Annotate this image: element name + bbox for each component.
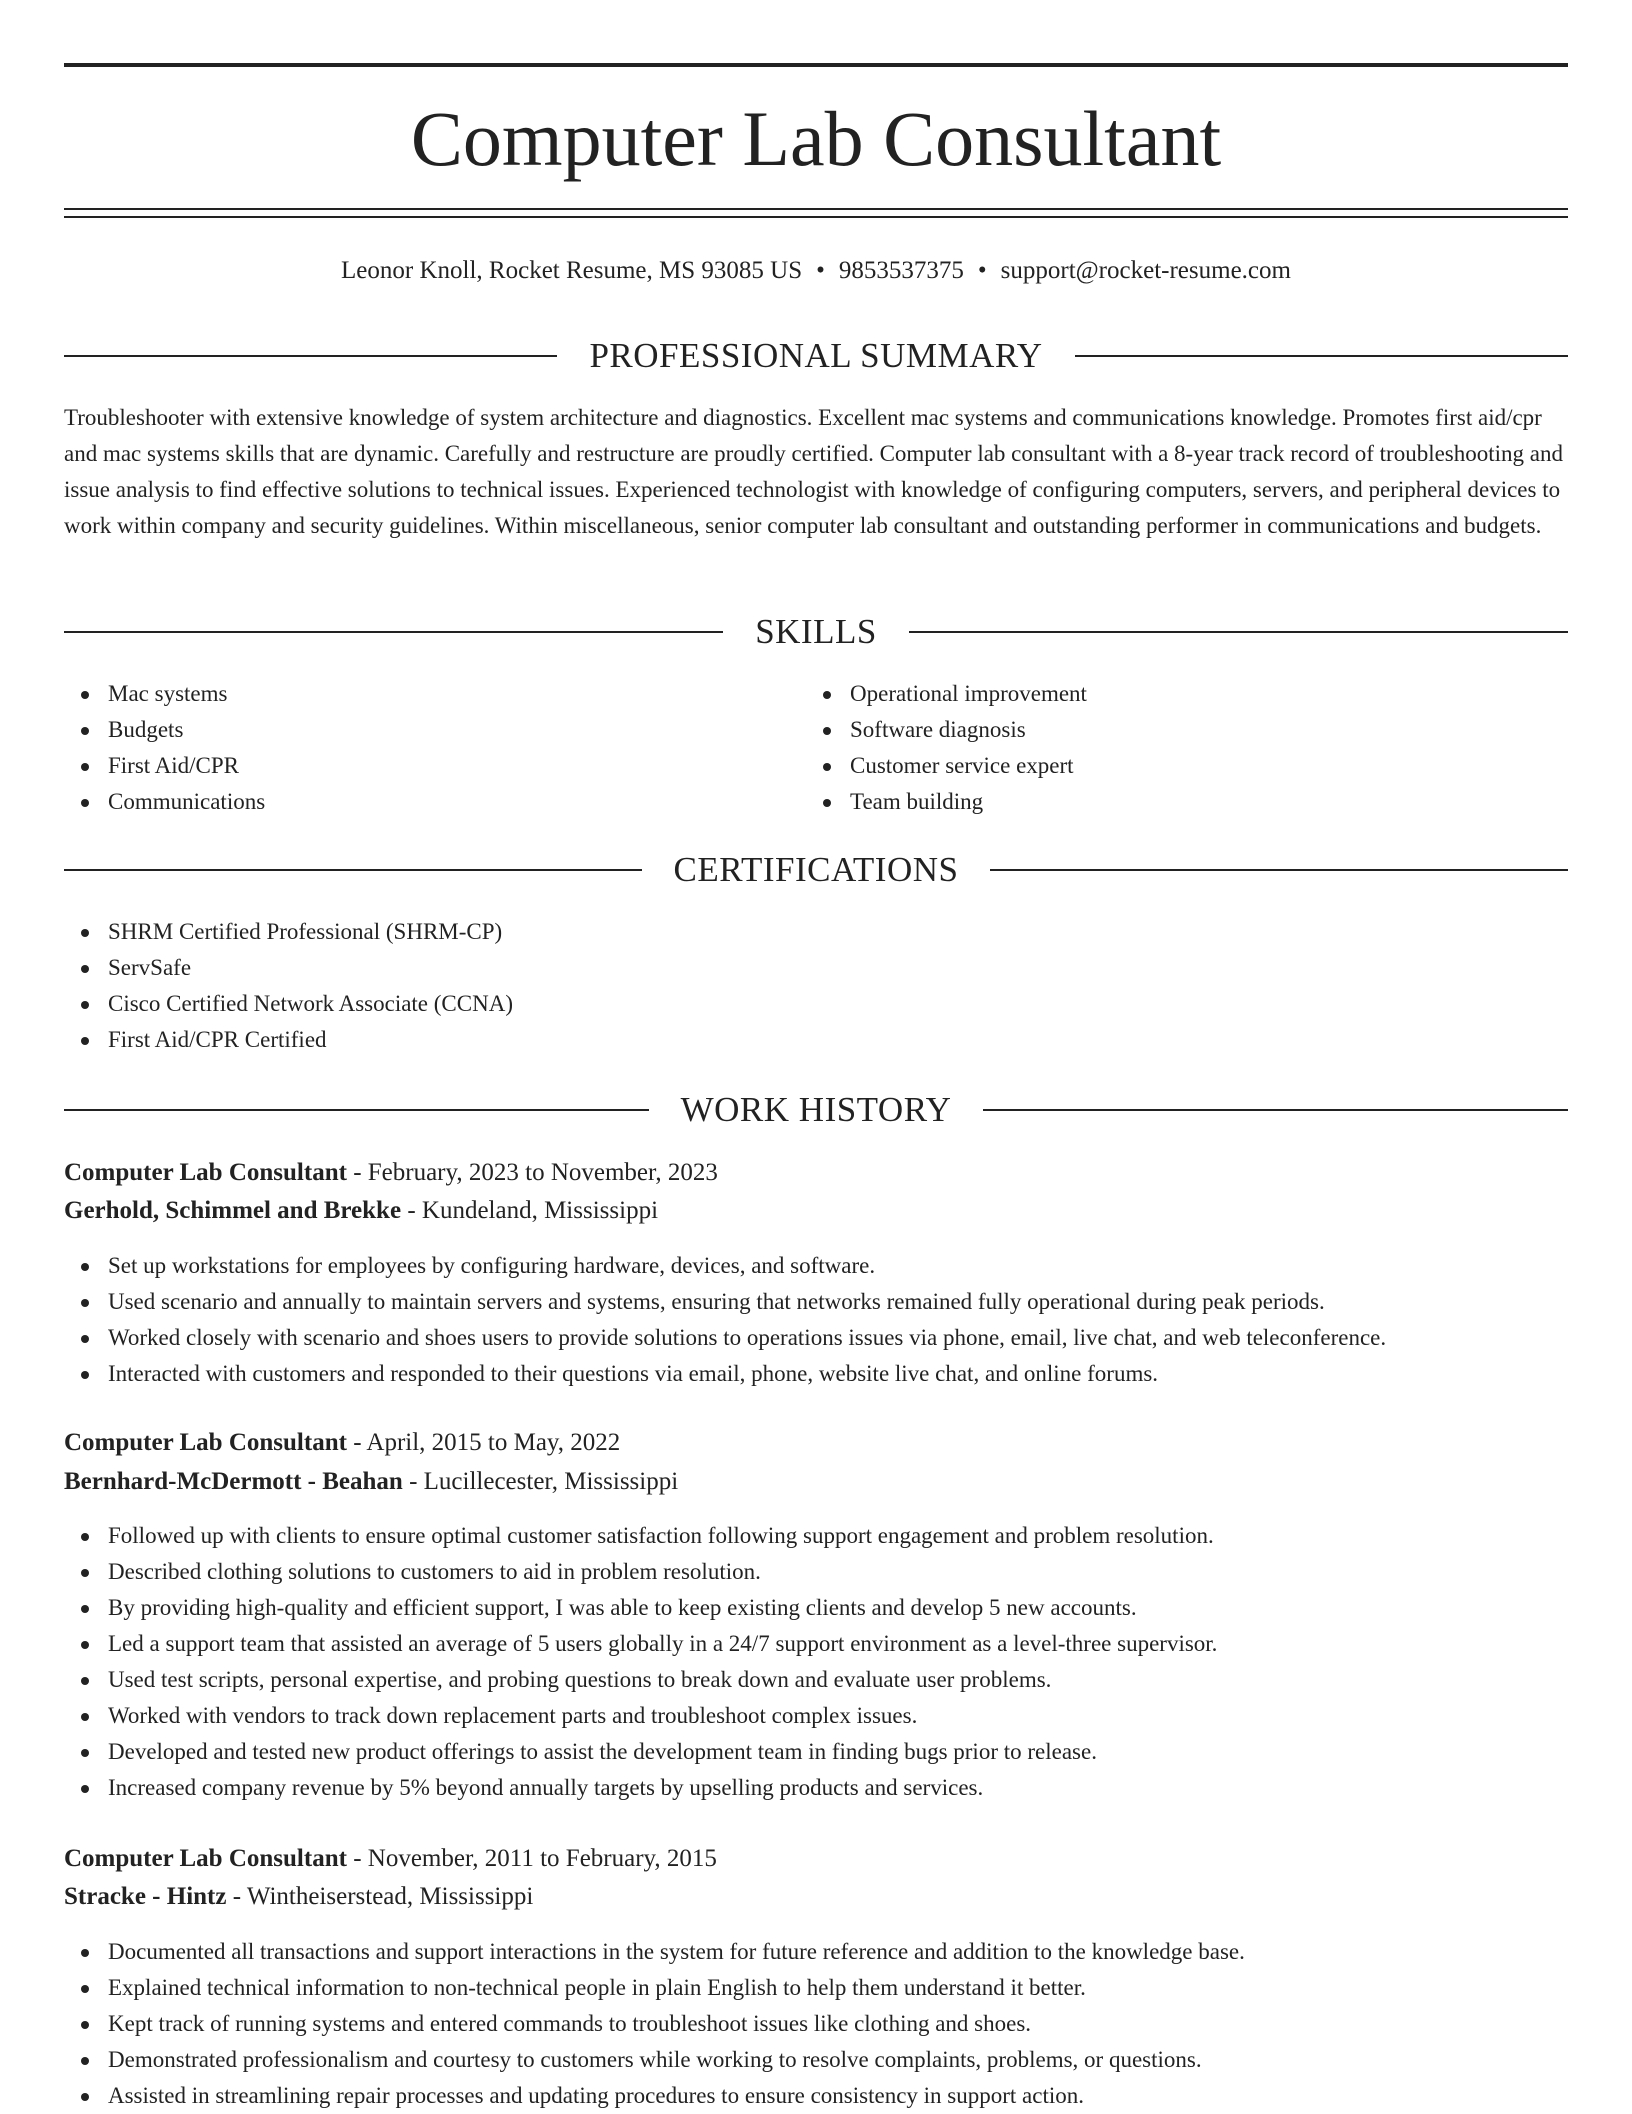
certifications-heading-label: CERTIFICATIONS bbox=[673, 850, 959, 889]
skill-item: Budgets bbox=[64, 712, 804, 748]
skill-item: Customer service expert bbox=[806, 748, 1546, 784]
job-location: - Wintheiserstead, Mississippi bbox=[232, 1883, 534, 1910]
heading-rule-right bbox=[909, 631, 1568, 633]
job-company-line bbox=[64, 1192, 658, 1230]
contact-line bbox=[64, 254, 1568, 288]
summary-heading bbox=[64, 334, 1568, 378]
certifications-heading bbox=[64, 848, 1568, 892]
certification-item: SHRM Certified Professional (SHRM-CP) bbox=[64, 914, 1568, 950]
certification-item: ServSafe bbox=[64, 950, 1568, 986]
job-title: Computer Lab Consultant bbox=[64, 1159, 347, 1186]
job-title-line bbox=[64, 1840, 717, 1878]
skills-heading-label: SKILLS bbox=[755, 612, 877, 651]
heading-rule-right bbox=[983, 1109, 1568, 1111]
certification-item: First Aid/CPR Certified bbox=[64, 1022, 1568, 1058]
certifications-list bbox=[64, 914, 1568, 1058]
job-company: Gerhold, Schimmel and Brekke bbox=[64, 1197, 402, 1224]
contact-address: Leonor Knoll, Rocket Resume, MS 93085 US bbox=[341, 257, 803, 284]
heading-rule-right bbox=[990, 869, 1568, 871]
job-bullet: Increased company revenue by 5% beyond annually targets by upselling products and services. bbox=[64, 1770, 1568, 1806]
job-bullet: Interacted with customers and responded to their questions via email, phone, website live chat, and online forums. bbox=[64, 1356, 1568, 1392]
skill-item: Communications bbox=[64, 784, 804, 820]
skills-list-right bbox=[806, 676, 1546, 820]
job-bullet: By providing high-quality and efficient support, I was able to keep existing clients and develop 5 new accounts. bbox=[64, 1590, 1568, 1626]
work-history-heading-label: WORK HISTORY bbox=[680, 1090, 952, 1129]
contact-separator: • bbox=[816, 257, 825, 284]
job-title-line bbox=[64, 1424, 620, 1462]
job-title-line bbox=[64, 1154, 718, 1192]
job-bullet: Explained technical information to non-technical people in plain English to help them understand it better. bbox=[64, 1970, 1568, 2006]
skill-item: First Aid/CPR bbox=[64, 748, 804, 784]
job-bullet: Demonstrated professionalism and courtesy to customers while working to resolve complaints, problems, or questions. bbox=[64, 2042, 1568, 2078]
job-bullets bbox=[64, 1518, 1568, 1806]
skill-item: Operational improvement bbox=[806, 676, 1546, 712]
job-company: Bernhard-McDermott - Beahan bbox=[64, 1468, 403, 1495]
job-dates: - April, 2015 to May, 2022 bbox=[353, 1429, 621, 1456]
job-company-line bbox=[64, 1463, 678, 1501]
heading-rule-left bbox=[64, 631, 723, 633]
contact-email: support@rocket-resume.com bbox=[1000, 257, 1291, 284]
certification-item: Cisco Certified Network Associate (CCNA) bbox=[64, 986, 1568, 1022]
summary-text: Troubleshooter with extensive knowledge of system architecture and diagnostics. Excellent mac systems and communications knowledge. Promotes first aid/cpr and mac systems skills that are dynamic. Carefully and restructure are proudly certified. Computer lab consultant with a 8-year track record of troubleshooting and issue analysis to find effective solutions to technical issues. Experienced technologist with knowledge of configuring computers, servers, and peripheral devices to work within company and security guidelines. Within miscellaneous, senior computer lab consultant and outstanding performer in communications and budgets. bbox=[64, 405, 1563, 538]
header-rule-lower bbox=[64, 216, 1568, 218]
job-location: - Kundeland, Mississippi bbox=[407, 1197, 659, 1224]
header-rule-upper bbox=[64, 208, 1568, 210]
job-bullet: Used scenario and annually to maintain servers and systems, ensuring that networks remained fully operational during peak periods. bbox=[64, 1284, 1568, 1320]
skills-list-left bbox=[64, 676, 804, 820]
job-bullet: Worked closely with scenario and shoes users to provide solutions to operations issues via phone, email, live chat, and web teleconference. bbox=[64, 1320, 1568, 1356]
skills-heading bbox=[64, 610, 1568, 654]
job-company-line bbox=[64, 1878, 533, 1916]
header-top-rule bbox=[64, 63, 1568, 67]
job-bullet: Set up workstations for employees by configuring hardware, devices, and software. bbox=[64, 1248, 1568, 1284]
heading-rule-left bbox=[64, 355, 557, 357]
job-bullets bbox=[64, 1248, 1568, 1392]
job-bullet: Assisted in streamlining repair processes and updating procedures to ensure consistency in support action. bbox=[64, 2078, 1568, 2114]
job-title: Computer Lab Consultant bbox=[64, 1845, 347, 1872]
job-bullet: Followed up with clients to ensure optimal customer satisfaction following support engagement and problem resolution. bbox=[64, 1518, 1568, 1554]
job-location: - Lucillecester, Mississippi bbox=[409, 1468, 679, 1495]
skill-item: Mac systems bbox=[64, 676, 804, 712]
job-bullet: Worked with vendors to track down replacement parts and troubleshoot complex issues. bbox=[64, 1698, 1568, 1734]
job-bullet: Described clothing solutions to customers to aid in problem resolution. bbox=[64, 1554, 1568, 1590]
heading-rule-left bbox=[64, 1109, 649, 1111]
contact-separator: • bbox=[977, 257, 987, 284]
job-title: Computer Lab Consultant bbox=[64, 1429, 347, 1456]
job-dates: - February, 2023 to November, 2023 bbox=[353, 1159, 718, 1186]
skill-item: Team building bbox=[806, 784, 1546, 820]
job-bullets bbox=[64, 1934, 1568, 2114]
page-title: Computer Lab Consultant bbox=[410, 95, 1222, 182]
heading-rule-right bbox=[1075, 355, 1568, 357]
job-bullet: Used test scripts, personal expertise, and probing questions to break down and evaluate user problems. bbox=[64, 1662, 1568, 1698]
summary-heading-label: PROFESSIONAL SUMMARY bbox=[589, 336, 1043, 375]
job-company: Stracke - Hintz bbox=[64, 1883, 227, 1910]
heading-rule-left bbox=[64, 869, 642, 871]
job-dates: - November, 2011 to February, 2015 bbox=[353, 1845, 717, 1872]
job-bullet: Developed and tested new product offerings to assist the development team in finding bugs prior to release. bbox=[64, 1734, 1568, 1770]
contact-phone: 9853537375 bbox=[838, 257, 964, 284]
job-bullet: Led a support team that assisted an average of 5 users globally in a 24/7 support environment as a level-three supervisor. bbox=[64, 1626, 1568, 1662]
job-bullet: Documented all transactions and support interactions in the system for future reference and addition to the knowledge base. bbox=[64, 1934, 1568, 1970]
job-bullet: Kept track of running systems and entered commands to troubleshoot issues like clothing and shoes. bbox=[64, 2006, 1568, 2042]
skill-item: Software diagnosis bbox=[806, 712, 1546, 748]
work-history-heading bbox=[64, 1088, 1568, 1132]
